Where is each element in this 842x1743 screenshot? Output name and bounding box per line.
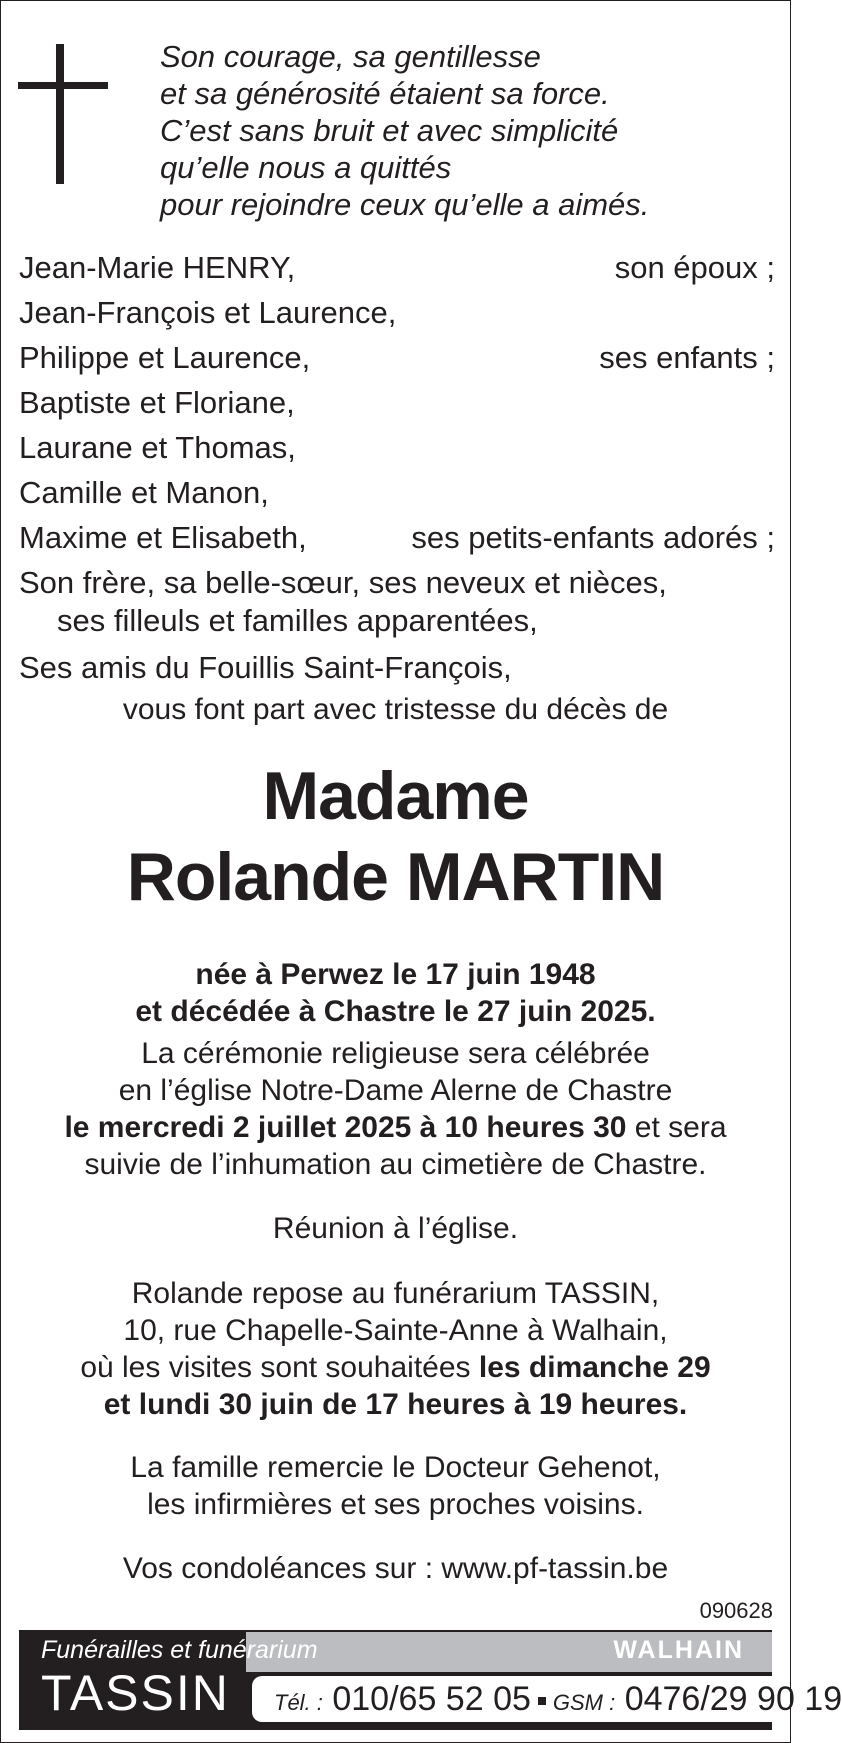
announce-text: vous font part avec tristesse du décès de bbox=[122, 693, 669, 726]
visit-line: Rolande repose au funérarium TASSIN, bbox=[131, 1277, 660, 1310]
husband-name: Jean-Marie HENRY, bbox=[19, 250, 296, 285]
thanks-line: La famille remercie le Docteur Gehenot, bbox=[130, 1451, 661, 1484]
family-line bbox=[19, 475, 775, 511]
grandchild-name: Maxime et Elisabeth, bbox=[19, 520, 307, 555]
meeting-text: Réunion à l’église. bbox=[272, 1212, 519, 1245]
funeral-home-banner bbox=[19, 1630, 842, 1730]
visit-line bbox=[0, 1351, 791, 1385]
ceremony-line: suivie de l’inhumation au cimetière de Chastre. bbox=[84, 1148, 707, 1181]
banner-city: WALHAIN bbox=[613, 1636, 744, 1664]
thanks-line: les infirmières et ses proches voisins. bbox=[147, 1488, 644, 1521]
poem-line: pour rejoindre ceux qu’elle a aimés. bbox=[160, 187, 650, 222]
tel-number: 010/65 52 05 bbox=[332, 1680, 531, 1718]
ceremony-line bbox=[0, 1111, 791, 1145]
poem bbox=[160, 38, 649, 223]
gsm-number: 0476/29 90 19 bbox=[624, 1680, 842, 1718]
family-line bbox=[19, 385, 775, 421]
family-line bbox=[19, 340, 775, 376]
condolences-text: Vos condoléances sur : www.pf-tassin.be bbox=[122, 1552, 669, 1585]
visit-text: où les visites sont souhaitées bbox=[80, 1351, 479, 1384]
relatives-text: ses filleuls et familles apparentées, bbox=[57, 603, 538, 638]
grandchild-name: Laurane et Thomas, bbox=[19, 430, 296, 465]
family-line bbox=[19, 650, 775, 686]
separator-square-icon bbox=[538, 1697, 546, 1705]
poem-line: Son courage, sa gentillesse bbox=[160, 39, 541, 74]
family-line bbox=[57, 603, 813, 639]
family-line bbox=[19, 430, 775, 466]
ceremony-line: La cérémonie religieuse sera célébrée bbox=[141, 1037, 650, 1070]
family-line bbox=[19, 250, 775, 286]
child-name: Jean-François et Laurence, bbox=[19, 295, 397, 330]
children-relation: ses enfants ; bbox=[599, 340, 775, 375]
tel-label: Tél. : bbox=[274, 1690, 323, 1715]
family-line bbox=[19, 295, 775, 331]
grandchildren-relation: ses petits-enfants adorés ; bbox=[411, 520, 775, 555]
birth-date: née à Perwez le 17 juin 1948 bbox=[195, 958, 596, 991]
poem-line: C’est sans bruit et avec simplicité bbox=[160, 113, 619, 148]
banner-phone bbox=[252, 1676, 842, 1722]
gsm-label: GSM : bbox=[552, 1690, 616, 1715]
deceased-title: Madame bbox=[262, 758, 529, 834]
grandchild-name: Baptiste et Floriane, bbox=[19, 385, 295, 420]
poem-line: qu’elle nous a quittés bbox=[160, 150, 452, 185]
visit-line: et lundi 30 juin de 17 heures à 19 heures. bbox=[103, 1388, 688, 1421]
poem-line: et sa générosité étaient sa force. bbox=[160, 76, 610, 111]
husband-relation: son époux ; bbox=[614, 250, 775, 285]
family-line bbox=[19, 565, 775, 601]
visit-line: 10, rue Chapelle-Sainte-Anne à Walhain, bbox=[123, 1314, 668, 1347]
friends-text: Ses amis du Fouillis Saint-François, bbox=[19, 650, 512, 685]
banner-brand: TASSIN bbox=[41, 1665, 230, 1721]
banner-tagline: Funérailles et funérarium bbox=[41, 1636, 318, 1664]
deceased-name: Rolande MARTIN bbox=[126, 839, 665, 915]
ceremony-line: en l’église Notre-Dame Alerne de Chastre bbox=[118, 1074, 673, 1107]
visit-dates: les dimanche 29 bbox=[478, 1351, 711, 1384]
reference-code: 090628 bbox=[699, 1598, 773, 1623]
child-name: Philippe et Laurence, bbox=[19, 340, 311, 375]
family-line bbox=[19, 520, 775, 556]
grandchild-name: Camille et Manon, bbox=[19, 475, 269, 510]
death-date: et décédée à Chastre le 27 juin 2025. bbox=[135, 995, 656, 1028]
ceremony-text: et sera bbox=[626, 1111, 727, 1144]
ceremony-date: le mercredi 2 juillet 2025 à 10 heures 30 bbox=[64, 1111, 627, 1144]
relatives-text: Son frère, sa belle-sœur, ses neveux et nièces, bbox=[19, 565, 667, 600]
